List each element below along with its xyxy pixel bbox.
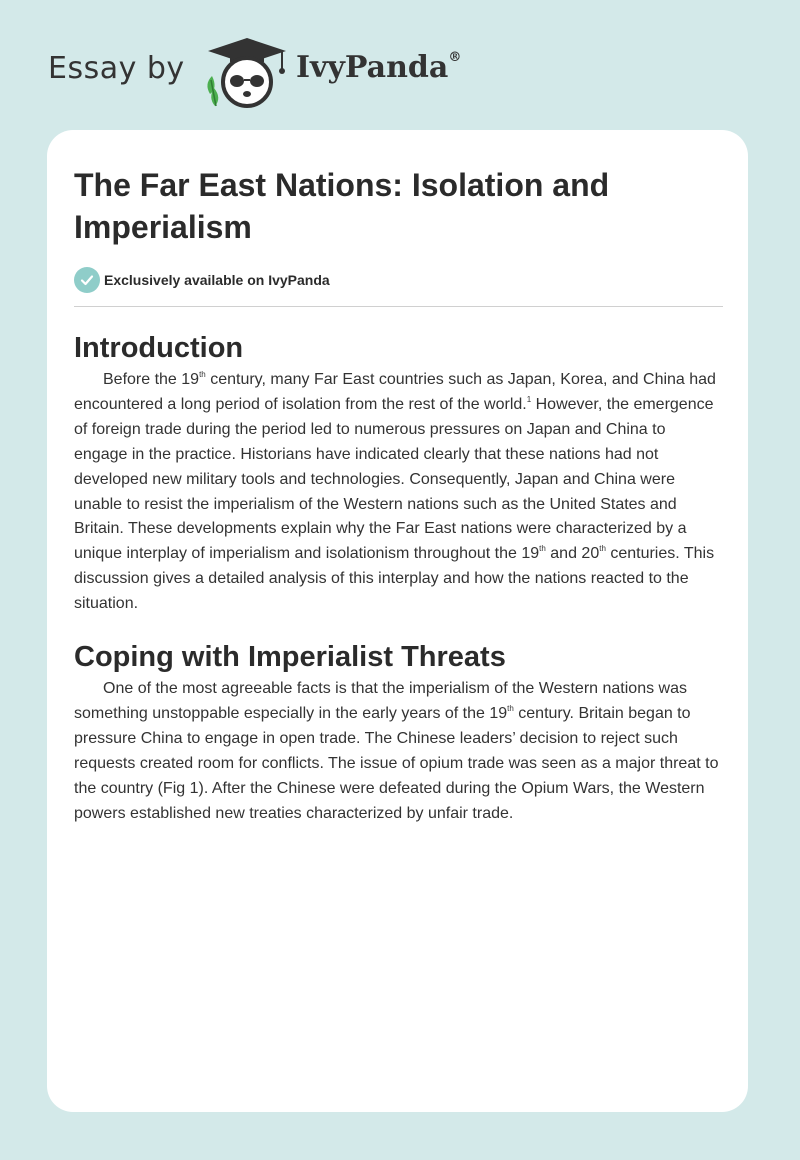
section-heading-coping: Coping with Imperialist Threats [74,641,506,674]
text-run: However, the emergence of foreign trade during the period led to numerous pressures on Japan and China to engage in the practice. Historians have indicated clearly that these nations had not developed new military tools and technologies. Consequently, Japan and China were unable to resist the imperialism of the Western nations such as the United States and Britain. These developments explain why the Far East nations were characterized by a unique interplay of imperialism and isolationism throughout the 19 [74,395,714,563]
section-heading-introduction: Introduction [74,332,244,364]
superscript: th [199,370,206,379]
article-title: The Far East Nations: Isolation and Imperialism [74,167,610,245]
superscript: th [599,544,606,554]
panda-logo-icon[interactable] [202,36,292,110]
section-paragraph-coping [74,677,723,826]
check-icon [74,267,100,293]
brand-name: IvyPanda® [296,50,462,85]
text-run: Before the 19 [103,371,200,388]
text-run: century. Britain began to pressure China to engage in open trade. The Chinese leaders’ decision to reject such requests created room for conflicts. The issue of opium trade was seen as a major threat to the country (Fig 1). After the Chinese were defeated during the Opium Wars, the Western powers established new treaties characterized by unfair trade. [74,704,719,822]
section-paragraph-introduction [74,368,723,617]
text-run: century, many Far East countries such as Japan, Korea, and China had encountered a long period of isolation from the rest of the world. [74,371,716,413]
exclusive-badge [74,267,723,293]
superscript: 1 [526,394,532,404]
text-run: and 20 [545,545,600,563]
text-run: centuries. This discussion gives a detailed analysis of this interplay and how the nations reacted to the situation. [74,545,715,613]
exclusive-text: Exclusively available on IvyPanda [104,272,330,288]
site-header [48,30,468,110]
brand-prefix: Essay by [48,51,185,86]
superscript: th [507,703,514,713]
registered-mark: ® [448,50,462,65]
article-card [47,130,748,1112]
article-content [74,130,723,827]
superscript: th [539,544,546,554]
text-run: One of the most agreeable facts is that the imperialism of the Western nations was something unstoppable especially in the early years of the 19 [74,680,687,722]
divider [74,306,723,307]
